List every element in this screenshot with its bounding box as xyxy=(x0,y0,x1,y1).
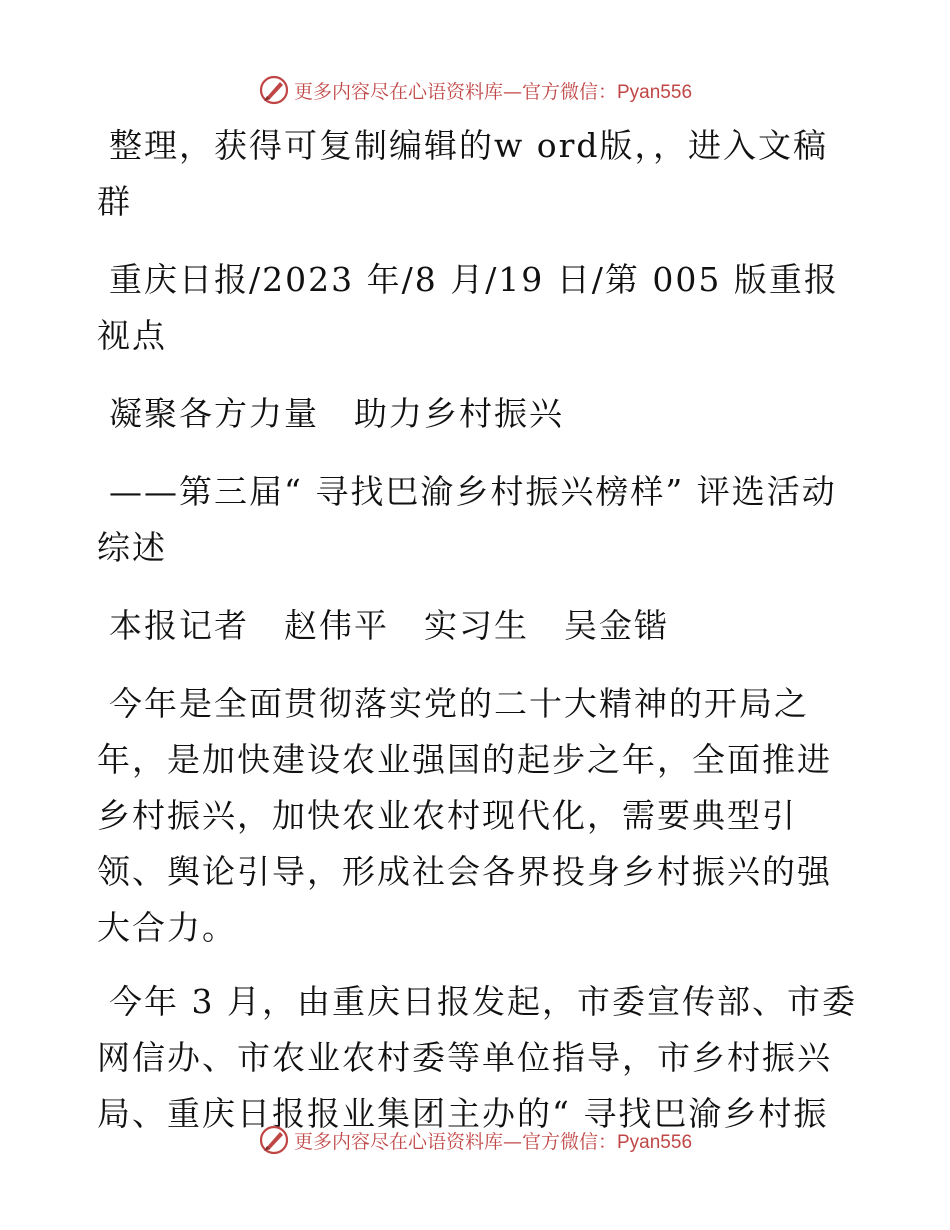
intro-note-paragraph: 整理，获得可复制编辑的w ord版，，进入文稿群 xyxy=(97,126,829,221)
banner-wechat-handle: Pyan556 xyxy=(617,81,693,103)
footer-watermark-banner xyxy=(0,1120,950,1160)
article-subtitle: ——第三届“ 寻找巴渝乡村振兴榜样” 评选活动综述 xyxy=(97,472,837,567)
quill-logo-icon xyxy=(258,74,290,106)
body-paragraph-2: 今年 3 月，由重庆日报发起，市委宣传部、市委网信办、市农业农村委等单位指导，市乡村振兴局、重庆日报报业集团主办的“ 寻找巴渝乡村振 xyxy=(97,982,857,1133)
byline: 本报记者 赵伟平 实习生 吴金锴 xyxy=(109,606,669,645)
quill-logo-icon xyxy=(258,1124,290,1156)
banner-text xyxy=(294,1127,692,1154)
header-watermark-banner xyxy=(0,70,950,110)
banner-label: 更多内容尽在心语资料库—官方微信： xyxy=(293,80,617,103)
banner-wechat-handle: Pyan556 xyxy=(617,1131,693,1153)
article-title: 凝聚各方力量 助力乡村振兴 xyxy=(109,394,564,433)
source-line: 重庆日报/2023 年/8 月/19 日/第 005 版重报视点 xyxy=(97,260,839,355)
document-body xyxy=(97,118,857,1160)
banner-text xyxy=(294,77,692,104)
body-paragraph-1: 今年是全面贯彻落实党的二十大精神的开局之年，是加快建设农业强国的起步之年，全面推进乡村振兴，加快农业农村现代化，需要典型引领、舆论引导，形成社会各界投身乡村振兴的强大合力。 xyxy=(97,684,832,947)
banner-label: 更多内容尽在心语资料库—官方微信： xyxy=(293,1130,617,1153)
